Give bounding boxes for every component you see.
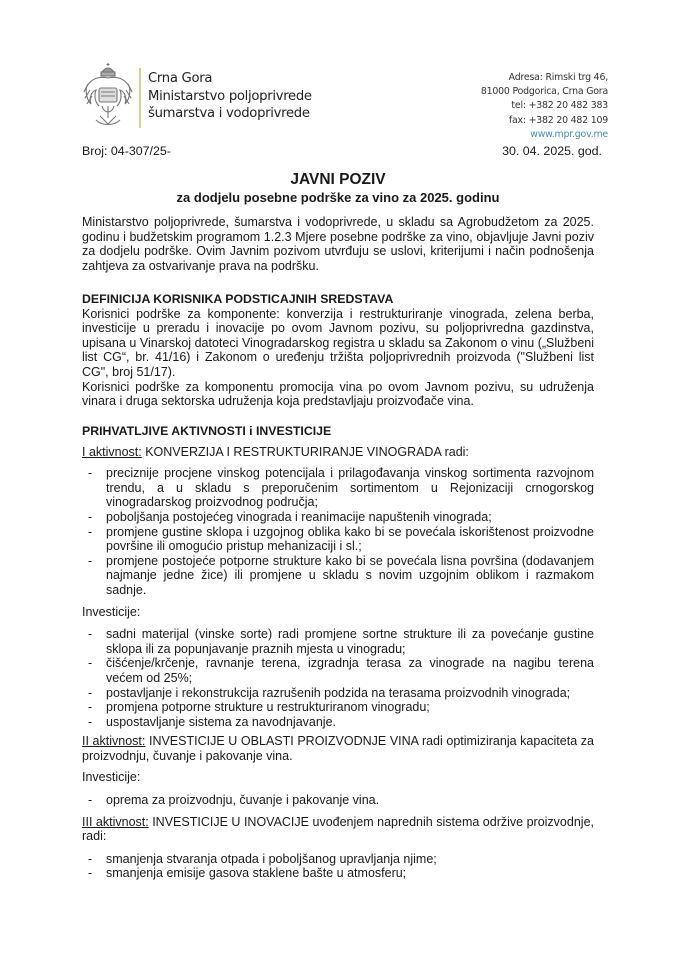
activity-2-investments (82, 793, 594, 808)
ministry-line-2: šumarstva i vodoprivrede (148, 106, 310, 122)
activity-1-text: KONVERZIJA I RESTRUKTURIRANJE VINOGRADA radi: (141, 444, 469, 459)
list-item: - postavljanje i rekonstrukcija razrušenih podzida na terasama proizvodnih vinograda; (82, 686, 594, 701)
document-date: 30. 04. 2025. god. (502, 144, 602, 158)
activity-3-title (82, 815, 594, 844)
contact-info (481, 71, 608, 142)
list-item: - smanjenja stvaranja otpada i poboljšanog upravljanja njime; (82, 852, 594, 867)
activity-2-label: II aktivnost: (82, 734, 146, 749)
activity-2-text: INVESTICIJE U OBLASTI PROIZVODNJE VINA radi optimiziranja kapaciteta za proizvodnju, čuvanje i pakovanje vina. (82, 734, 594, 763)
list-item: - smanjenja emisije gasova staklene bašte u atmosferu; (82, 866, 594, 881)
section-heading-activities: PRIHVATLJIVE AKTIVNOSTI i INVESTICIJE (82, 424, 332, 438)
section-heading-beneficiaries: DEFINICIJA KORISNIKA PODSTICAJNIH SREDSTAVA (82, 292, 394, 306)
section-beneficiaries (82, 292, 594, 409)
activity-3-label: III aktivnost: (82, 814, 149, 829)
activity-3-purposes (82, 852, 594, 881)
website-link[interactable]: www.mpr.gov.me (530, 128, 608, 140)
list-item: - promjena potporne strukture u restrukturiranom vinogradu; (82, 700, 594, 715)
activity-2-title (82, 734, 594, 763)
intro-paragraph: Ministarstvo poljoprivrede, šumarstva i vodoprivrede, u skladu sa Agrobudžetom za 2025. godinu i budžetskim programom 1.2.3 Mjere posebne podrške za vino, objavljuje Javni poziv za dodjelu podrške. Ovim Javnim pozivom utvrđuju se uslovi, kriterijumi i način podnošenja zahtjeva za ostvarivanje prava na podršku. (82, 215, 594, 273)
ministry-name (148, 70, 312, 123)
activity-1-purposes (82, 466, 594, 597)
reference-line (82, 144, 602, 158)
activity-3-text: INVESTICIJE U INOVACIJE uvođenjem naprednih sistema održive proizvodnje, radi: (82, 814, 594, 844)
montenegro-coat-of-arms-icon (82, 62, 134, 128)
ministry-line-1: Ministarstvo poljoprivrede (148, 88, 312, 104)
address-line-1: Adresa: Rimski trg 46, (508, 72, 608, 83)
address-line-2: 81000 Podgorica, Crna Gora (480, 86, 608, 98)
list-item: - oprema za proizvodnju, čuvanje i pakovanje vina. (82, 793, 594, 808)
country-name: Crna Gora (148, 71, 213, 86)
intro-paragraph-block (82, 215, 594, 273)
letterhead-divider (139, 68, 141, 128)
beneficiaries-paragraph-1: Korisnici podrške za komponente: konverzija i restrukturiranje vinograda, zelena berba, investicije u preradu i inovacije po ovom Javnom pozivu, su poljoprivredna gazdinstva, upisana u Vinarskoj datoteci Vinogradarskog registra u skladu sa Zakonom o vinu („Službeni list CG“, br. 41/16) i Zakonom o uređenju tržišta poljoprivrednih proizvoda ("Službeni list CG", broj 51/17). (82, 306, 594, 379)
title-block (82, 170, 594, 207)
list-item: - čišćenje/krčenje, ravnanje terena, izgradnja terasa za vinograde na nagibu terena većem od 25%; (82, 656, 594, 685)
reference-number: Broj: 04-307/25- (82, 144, 171, 158)
list-item: - preciznije procjene vinskog potencijala i prilagođavanja vinskog sortimenta razvojnom trendu, a u skladu s preporučenim sortimentom u Rejonizaciji crnogorskog vinogradarskog proizvodnog područja; (82, 466, 594, 510)
letterhead (82, 62, 622, 142)
document-subtitle: za dodjelu posebne podrške za vino za 2025. godinu (176, 190, 500, 205)
section-eligible-activities (82, 424, 594, 881)
list-item: - promjene gustine sklopa i uzgojnog oblika kako bi se povećala iskorištenost proizvodne površine ili omogućio pristup mehanizaciji i sl.; (82, 525, 594, 554)
activity-1-investments-label: Investicije: (82, 604, 141, 619)
activity-2-investments-label: Investicije: (82, 770, 141, 785)
telephone: tel: +382 20 482 383 (511, 100, 608, 112)
beneficiaries-paragraph-2: Korisnici podrške za komponentu promocija vina po ovom Javnom pozivu, su udruženja vinara i druga sektorska udruženja koja predstavljaju proizvođače vina. (82, 379, 594, 409)
list-item: - promjene postojeće potporne strukture kako bi se povećala lisna površina (dodavanjem najmanje jedne žice) ili promjene u skladu s novim uzgojnim oblikom i razmakom sadnje. (82, 554, 594, 598)
list-item: - uspostavljanje sistema za navodnjavanje. (82, 715, 594, 730)
document-title: JAVNI POZIV (290, 171, 386, 188)
activity-1-title (82, 445, 594, 460)
activity-1-label: I aktivnost: (82, 444, 142, 459)
list-item: - sadni materijal (vinske sorte) radi promjene sortne strukture ili za povećanje gustine sklopa ili za popunjavanje praznih mjesta u vinogradu; (82, 627, 594, 656)
list-item: - poboljšanja postojećeg vinograda i reanimacije napuštenih vinograda; (82, 510, 594, 525)
fax: fax: +382 20 482 109 (508, 114, 608, 126)
activity-1-investments (82, 627, 594, 729)
